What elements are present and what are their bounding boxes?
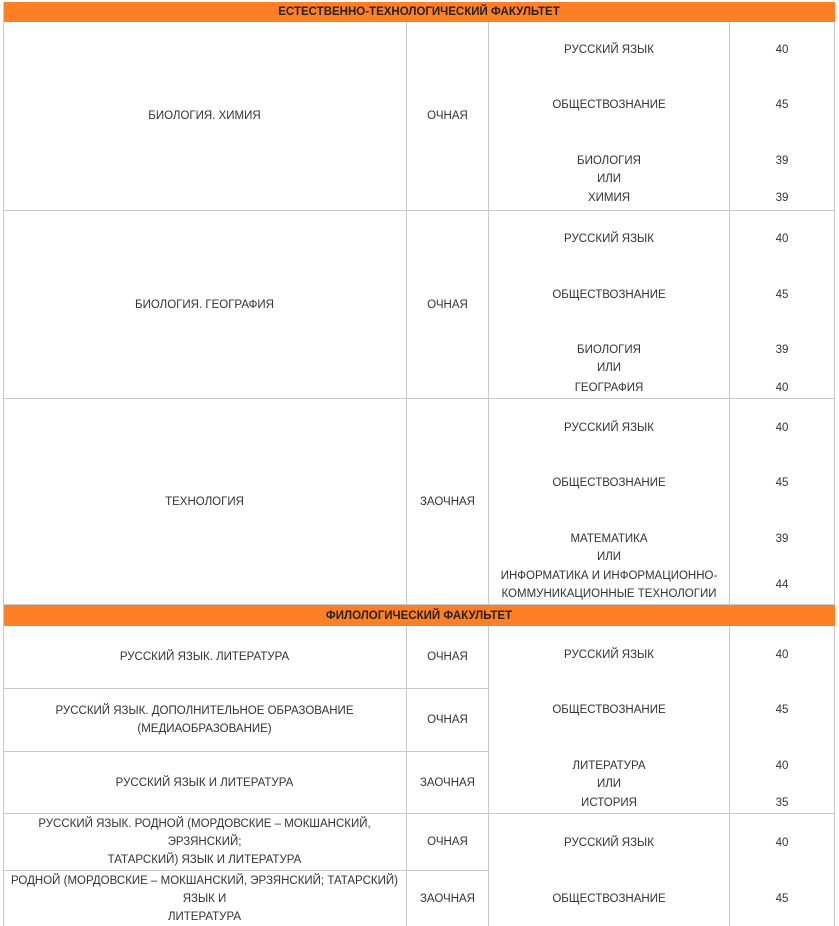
program-name: РУССКИЙ ЯЗЫК. ДОПОЛНИТЕЛЬНОЕ ОБРАЗОВАНИЕ (МЕДИАОБРАЗОВАНИЕ) xyxy=(55,705,354,735)
subject: МАТЕМАТИКА xyxy=(570,533,648,545)
program-name-line: ТАТАРСКИЙ) ЯЗЫК И ЛИТЕРАТУРА xyxy=(107,854,302,866)
program-name: БИОЛОГИЯ. ХИМИЯ xyxy=(148,110,261,122)
subjects-cell xyxy=(489,814,730,926)
program-name: БИОЛОГИЯ. ГЕОГРАФИЯ xyxy=(135,298,274,311)
min-score: 35 xyxy=(775,797,789,809)
min-score: 45 xyxy=(775,99,789,111)
subject: РУССКИЙ ЯЗЫК xyxy=(564,233,654,245)
program-cell xyxy=(3,22,407,211)
subjects-cell xyxy=(489,626,730,814)
subject: РУССКИЙ ЯЗЫК xyxy=(564,44,654,56)
subject: КОММУНИКАЦИОННЫЕ ТЕХНОЛОГИИ xyxy=(501,588,717,600)
min-score: 45 xyxy=(775,893,789,905)
study-form: ЗАОЧНАЯ xyxy=(419,776,475,789)
scores-cell xyxy=(730,22,835,211)
subject: ХИМИЯ xyxy=(587,192,631,204)
subject: ОБЩЕСТВОЗНАНИЕ xyxy=(552,704,666,716)
form-cell xyxy=(407,752,489,814)
subject: ОБЩЕСТВОЗНАНИЕ xyxy=(552,99,666,111)
scores-cell xyxy=(730,814,835,926)
subject: ОБЩЕСТВОЗНАНИЕ xyxy=(552,893,666,905)
subject: ИНФОРМАТИКА И ИНФОРМАЦИОННО- xyxy=(500,570,718,582)
subject: ГЕОГРАФИЯ xyxy=(574,382,644,394)
or-label: ИЛИ xyxy=(596,551,622,563)
form-cell xyxy=(407,399,489,605)
subjects-cell xyxy=(489,399,730,605)
subject: РУССКИЙ ЯЗЫК xyxy=(564,422,654,434)
study-form: ОЧНАЯ xyxy=(427,714,468,726)
study-form: ОЧНАЯ xyxy=(427,298,468,311)
program-name: РУССКИЙ ЯЗЫК И ЛИТЕРАТУРА xyxy=(115,776,294,789)
subject: ИСТОРИЯ xyxy=(581,797,637,809)
program-name-line: РОДНОЙ (МОРДОВСКИЕ – МОКШАНСКИЙ, ЭРЗЯНСКИЙ; ТАТАРСКИЙ) ЯЗЫК И xyxy=(11,874,398,905)
form-cell xyxy=(407,626,489,689)
min-score: 40 xyxy=(775,422,789,434)
subject: ОБЩЕСТВОЗНАНИЕ xyxy=(552,289,666,301)
scores-cell xyxy=(730,211,835,399)
program-cell xyxy=(3,752,407,814)
form-cell xyxy=(407,689,489,752)
subject: ЛИТЕРАТУРА xyxy=(572,760,646,772)
min-score: 40 xyxy=(775,44,789,56)
form-cell xyxy=(407,22,489,211)
subjects-cell xyxy=(489,211,730,399)
min-score: 40 xyxy=(775,233,789,245)
scores-cell xyxy=(730,399,835,605)
min-score: 39 xyxy=(775,533,789,545)
scores-cell xyxy=(730,626,835,814)
program-name: РУССКИЙ ЯЗЫК. ЛИТЕРАТУРА xyxy=(119,651,290,663)
program-cell xyxy=(3,211,407,399)
min-score: 40 xyxy=(775,760,789,772)
subjects-cell xyxy=(489,22,730,211)
form-cell xyxy=(407,871,489,926)
min-score: 39 xyxy=(775,192,789,204)
min-score: 45 xyxy=(775,289,789,301)
min-score: 39 xyxy=(775,155,789,167)
min-score: 45 xyxy=(775,477,789,489)
subject: БИОЛОГИЯ xyxy=(577,344,641,356)
min-score: 39 xyxy=(775,344,789,356)
study-form: ОЧНАЯ xyxy=(427,836,468,848)
study-form: ОЧНАЯ xyxy=(427,651,468,663)
or-label: ИЛИ xyxy=(596,362,622,374)
subject: РУССКИЙ ЯЗЫК xyxy=(564,649,654,661)
admission-table xyxy=(3,2,835,926)
program-cell xyxy=(3,399,407,605)
min-score: 40 xyxy=(775,837,789,849)
program-cell xyxy=(3,814,407,871)
or-label: ИЛИ xyxy=(596,778,622,790)
program-name-line: ЛИТЕРАТУРА xyxy=(167,910,242,923)
study-form: ЗАОЧНАЯ xyxy=(419,892,475,905)
min-score: 44 xyxy=(775,579,789,591)
subject: ОБЩЕСТВОЗНАНИЕ xyxy=(552,477,666,489)
program-cell xyxy=(3,871,407,926)
section-header-philology xyxy=(3,605,835,626)
study-form: ЗАОЧНАЯ xyxy=(419,495,475,508)
min-score: 45 xyxy=(775,704,789,716)
form-cell xyxy=(407,814,489,871)
study-form: ОЧНАЯ xyxy=(427,110,468,122)
program-cell xyxy=(3,626,407,689)
section-header-natural-tech xyxy=(3,2,835,22)
program-name: ТЕХНОЛОГИЯ xyxy=(165,495,244,508)
section-title: ФИЛОЛОГИЧЕСКИЙ ФАКУЛЬТЕТ xyxy=(325,609,513,622)
subject: БИОЛОГИЯ xyxy=(577,155,641,167)
section-title: ЕСТЕСТВЕННО-ТЕХНОЛОГИЧЕСКИЙ ФАКУЛЬТЕТ xyxy=(278,6,560,18)
or-label: ИЛИ xyxy=(596,173,622,185)
min-score: 40 xyxy=(775,649,789,661)
program-cell xyxy=(3,689,407,752)
program-name-line: РУССКИЙ ЯЗЫК. РОДНОЙ (МОРДОВСКИЕ – МОКШАНСКИЙ, ЭРЗЯНСКИЙ; xyxy=(38,818,371,848)
min-score: 40 xyxy=(775,382,789,394)
subject: РУССКИЙ ЯЗЫК xyxy=(564,837,654,849)
form-cell xyxy=(407,211,489,399)
